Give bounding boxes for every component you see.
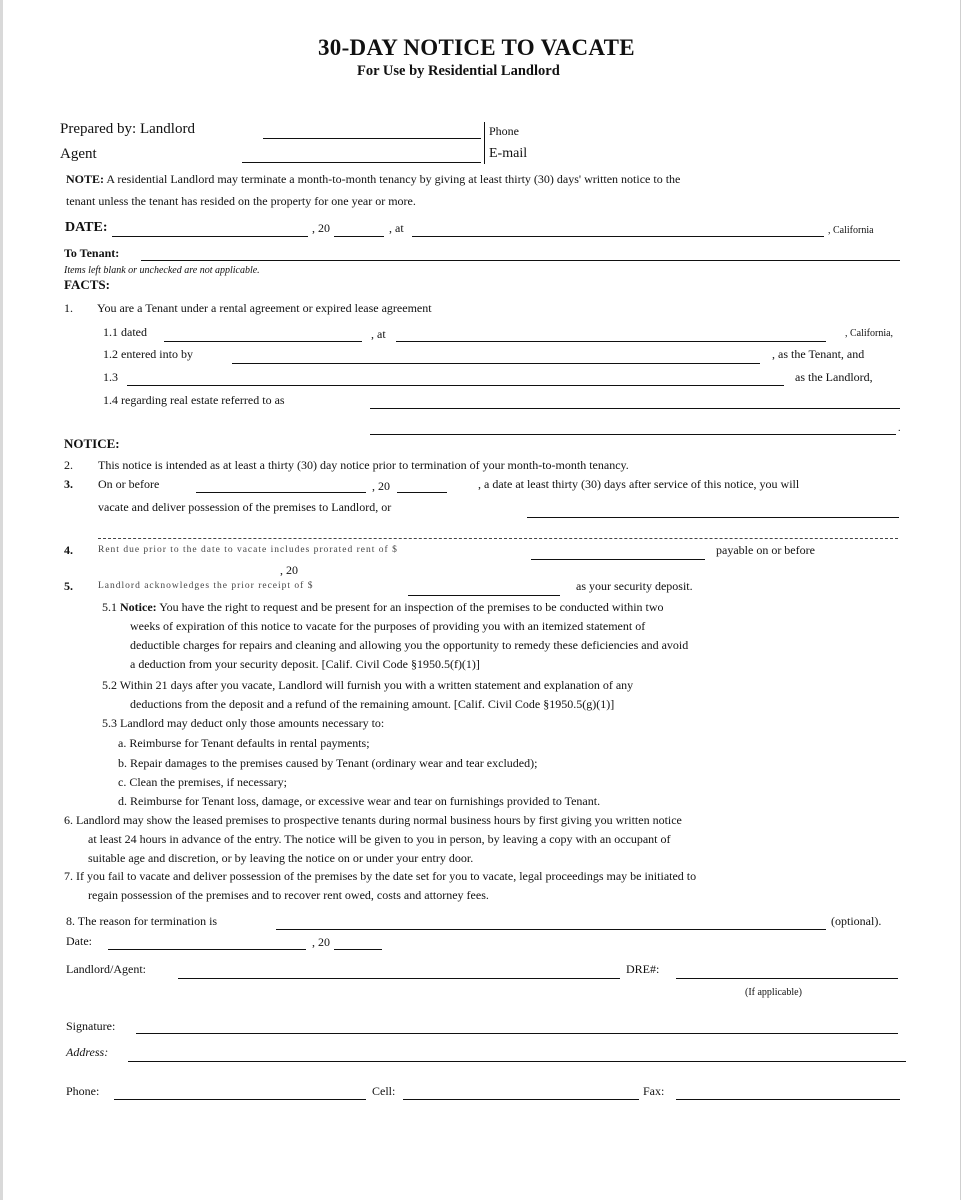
- fact-state-label: , California,: [845, 328, 894, 339]
- date-label: DATE:: [65, 220, 108, 235]
- landlord-agent-field[interactable]: [178, 978, 620, 979]
- clause-6-line-2: at least 24 hours in advance of the entry. The notice will be given to you in person, by leaving a copy with an occupant of: [88, 832, 671, 846]
- notice-4-year: , 20: [280, 563, 298, 577]
- fax-field[interactable]: [676, 1099, 900, 1100]
- year-field[interactable]: [334, 236, 384, 237]
- clause-5-3-c: c. Clean the premises, if necessary;: [118, 775, 287, 789]
- clause-5-1-heading: Notice:: [120, 600, 157, 614]
- deposit-label: as your security deposit.: [576, 579, 693, 593]
- real-estate-field-1[interactable]: [370, 408, 900, 409]
- address-label: Address:: [66, 1045, 109, 1059]
- dated-field[interactable]: [164, 341, 362, 342]
- clause-5-2-line-1: 5.2 Within 21 days after you vacate, Landlord will furnish you with a written statement and explanation of any: [102, 678, 634, 692]
- fax-label: Fax:: [643, 1084, 665, 1098]
- notice-2-text: This notice is intended as at least a thirty (30) day notice prior to termination of your month-to-month tenancy.: [98, 458, 629, 472]
- clause-5-1-text-1: You have the right to request and be present for an inspection of the premises to be conducted within two: [159, 600, 664, 614]
- clause-6-line-1: 6. Landlord may show the leased premises to prospective tenants during normal business hours by first giving you written notice: [64, 813, 682, 827]
- fact-1-1-at: , at: [371, 327, 386, 341]
- document-subtitle: For Use by Residential Landlord: [357, 63, 560, 79]
- fact-1-text: You are a Tenant under a rental agreement or expired lease agreement: [97, 301, 432, 315]
- date-field[interactable]: [112, 236, 308, 237]
- clause-5-1-line-1: [102, 600, 664, 615]
- prepared-by-label: Prepared by: Landlord: [60, 121, 195, 137]
- clause-7-line-1: 7. If you fail to vacate and deliver possession of the premises by the date set for you to vacate, legal proceedings may be initiated to: [64, 869, 697, 883]
- rent-amount-field[interactable]: [531, 559, 705, 560]
- notice-3-line-2: vacate and deliver possession of the premises to Landlord, or: [98, 500, 392, 514]
- date-at: , at: [389, 221, 404, 235]
- address-field[interactable]: [128, 1061, 906, 1062]
- entered-into-field[interactable]: [232, 363, 760, 364]
- page-border-left: [0, 0, 3, 1200]
- note-label: NOTE:: [66, 172, 105, 186]
- dre-field[interactable]: [676, 978, 898, 979]
- footer-year: , 20: [312, 935, 330, 949]
- document-title: 30-DAY NOTICE TO VACATE: [318, 35, 635, 60]
- items-blank-note: Items left blank or unchecked are not applicable.: [64, 265, 260, 276]
- signature-field[interactable]: [136, 1033, 898, 1034]
- vacate-year-field[interactable]: [397, 492, 447, 493]
- fact-1-3-label: 1.3: [103, 370, 118, 384]
- notice-5-text: Landlord acknowledges the prior receipt of $: [98, 581, 314, 591]
- as-landlord-label: as the Landlord,: [795, 370, 873, 384]
- footer-date-label: Date:: [66, 934, 92, 948]
- landlord-name-field[interactable]: [127, 385, 784, 386]
- dated-location-field[interactable]: [396, 341, 826, 342]
- tenant-field[interactable]: [141, 260, 900, 261]
- dre-label: DRE#:: [626, 962, 660, 976]
- note-line-1: [66, 172, 680, 187]
- cell-label: Cell:: [372, 1084, 396, 1098]
- location-field[interactable]: [412, 236, 824, 237]
- clause-7-line-2: regain possession of the premises and to recover rent owed, costs and attorney fees.: [88, 888, 489, 902]
- agent-label: Agent: [60, 146, 97, 162]
- facts-heading: FACTS:: [64, 277, 110, 292]
- fact-1-4-label: 1.4 regarding real estate referred to as: [103, 393, 285, 407]
- clause-5-3-line: 5.3 Landlord may deduct only those amounts necessary to:: [102, 716, 385, 730]
- reason-label: 8. The reason for termination is: [66, 914, 218, 928]
- cell-field[interactable]: [403, 1099, 639, 1100]
- to-tenant-label: To Tenant:: [64, 246, 120, 260]
- note-text-1: A residential Landlord may terminate a month-to-month tenancy by giving at least thirty (30) days' written notice to the: [106, 172, 681, 186]
- optional-label: (optional).: [831, 914, 882, 928]
- state-label: , California: [828, 225, 874, 236]
- notice-3-year: , 20: [372, 479, 390, 493]
- clause-6-line-3: suitable age and discretion, or by leaving the notice on or under your entry door.: [88, 851, 474, 865]
- signature-label: Signature:: [66, 1019, 116, 1033]
- dashed-separator: [98, 538, 898, 539]
- if-applicable-label: (If applicable): [745, 987, 802, 998]
- footer-date-field[interactable]: [108, 949, 306, 950]
- vacate-date-field[interactable]: [196, 492, 366, 493]
- phone-footer-label: Phone:: [66, 1084, 100, 1098]
- fact-1-1-label: 1.1 dated: [103, 325, 147, 339]
- date-year: , 20: [312, 221, 330, 235]
- notice-3-label: On or before: [98, 477, 160, 491]
- fact-1-2-label: 1.2 entered into by: [103, 347, 193, 361]
- notice-3-number: 3.: [64, 477, 73, 491]
- phone-label: Phone: [489, 124, 519, 138]
- note-line-2: tenant unless the tenant has resided on the property for one year or more.: [66, 194, 416, 208]
- landlord-agent-label: Landlord/Agent:: [66, 962, 146, 976]
- clause-5-1-line-4: a deduction from your security deposit. [Calif. Civil Code §1950.5(f)(1)]: [130, 657, 480, 671]
- footer-year-field[interactable]: [334, 949, 382, 950]
- notice-heading: NOTICE:: [64, 436, 120, 451]
- field-divider: [484, 122, 485, 164]
- real-estate-period: .: [898, 423, 901, 434]
- notice-5-number: 5.: [64, 579, 73, 593]
- deposit-amount-field[interactable]: [408, 595, 560, 596]
- clause-5-1-line-3: deductible charges for repairs and cleaning and allowing you the opportunity to remedy these deficiencies and avoid: [130, 638, 689, 652]
- fact-1-number: 1.: [64, 301, 73, 315]
- clause-5-3-b: b. Repair damages to the premises caused by Tenant (ordinary wear and tear excluded);: [118, 756, 538, 770]
- payable-label: payable on or before: [716, 543, 815, 557]
- real-estate-field-2[interactable]: [370, 434, 896, 435]
- clause-5-1-number: 5.1: [102, 600, 117, 614]
- clause-5-1-line-2: weeks of expiration of this notice to vacate for the purposes of providing you with an itemized statement of: [130, 619, 646, 633]
- deliver-to-field[interactable]: [527, 517, 899, 518]
- clause-5-3-a: a. Reimburse for Tenant defaults in rental payments;: [118, 736, 370, 750]
- agent-field[interactable]: [242, 162, 481, 163]
- notice-2-number: 2.: [64, 458, 73, 472]
- reason-field[interactable]: [276, 929, 826, 930]
- clause-5-2-line-2: deductions from the deposit and a refund of the remaining amount. [Calif. Civil Code §1950.5(g)(1)]: [130, 697, 615, 711]
- notice-4-text: Rent due prior to the date to vacate includes prorated rent of $: [98, 545, 398, 555]
- clause-5-3-d: d. Reimburse for Tenant loss, damage, or excessive wear and tear on furnishings provided to Tenant.: [118, 794, 601, 808]
- notice-4-number: 4.: [64, 543, 73, 557]
- prepared-by-field[interactable]: [263, 138, 481, 139]
- phone-field[interactable]: [114, 1099, 366, 1100]
- email-label: E-mail: [489, 146, 528, 161]
- notice-3-text: , a date at least thirty (30) days after service of this notice, you will: [478, 477, 800, 491]
- as-tenant-label: , as the Tenant, and: [772, 347, 865, 361]
